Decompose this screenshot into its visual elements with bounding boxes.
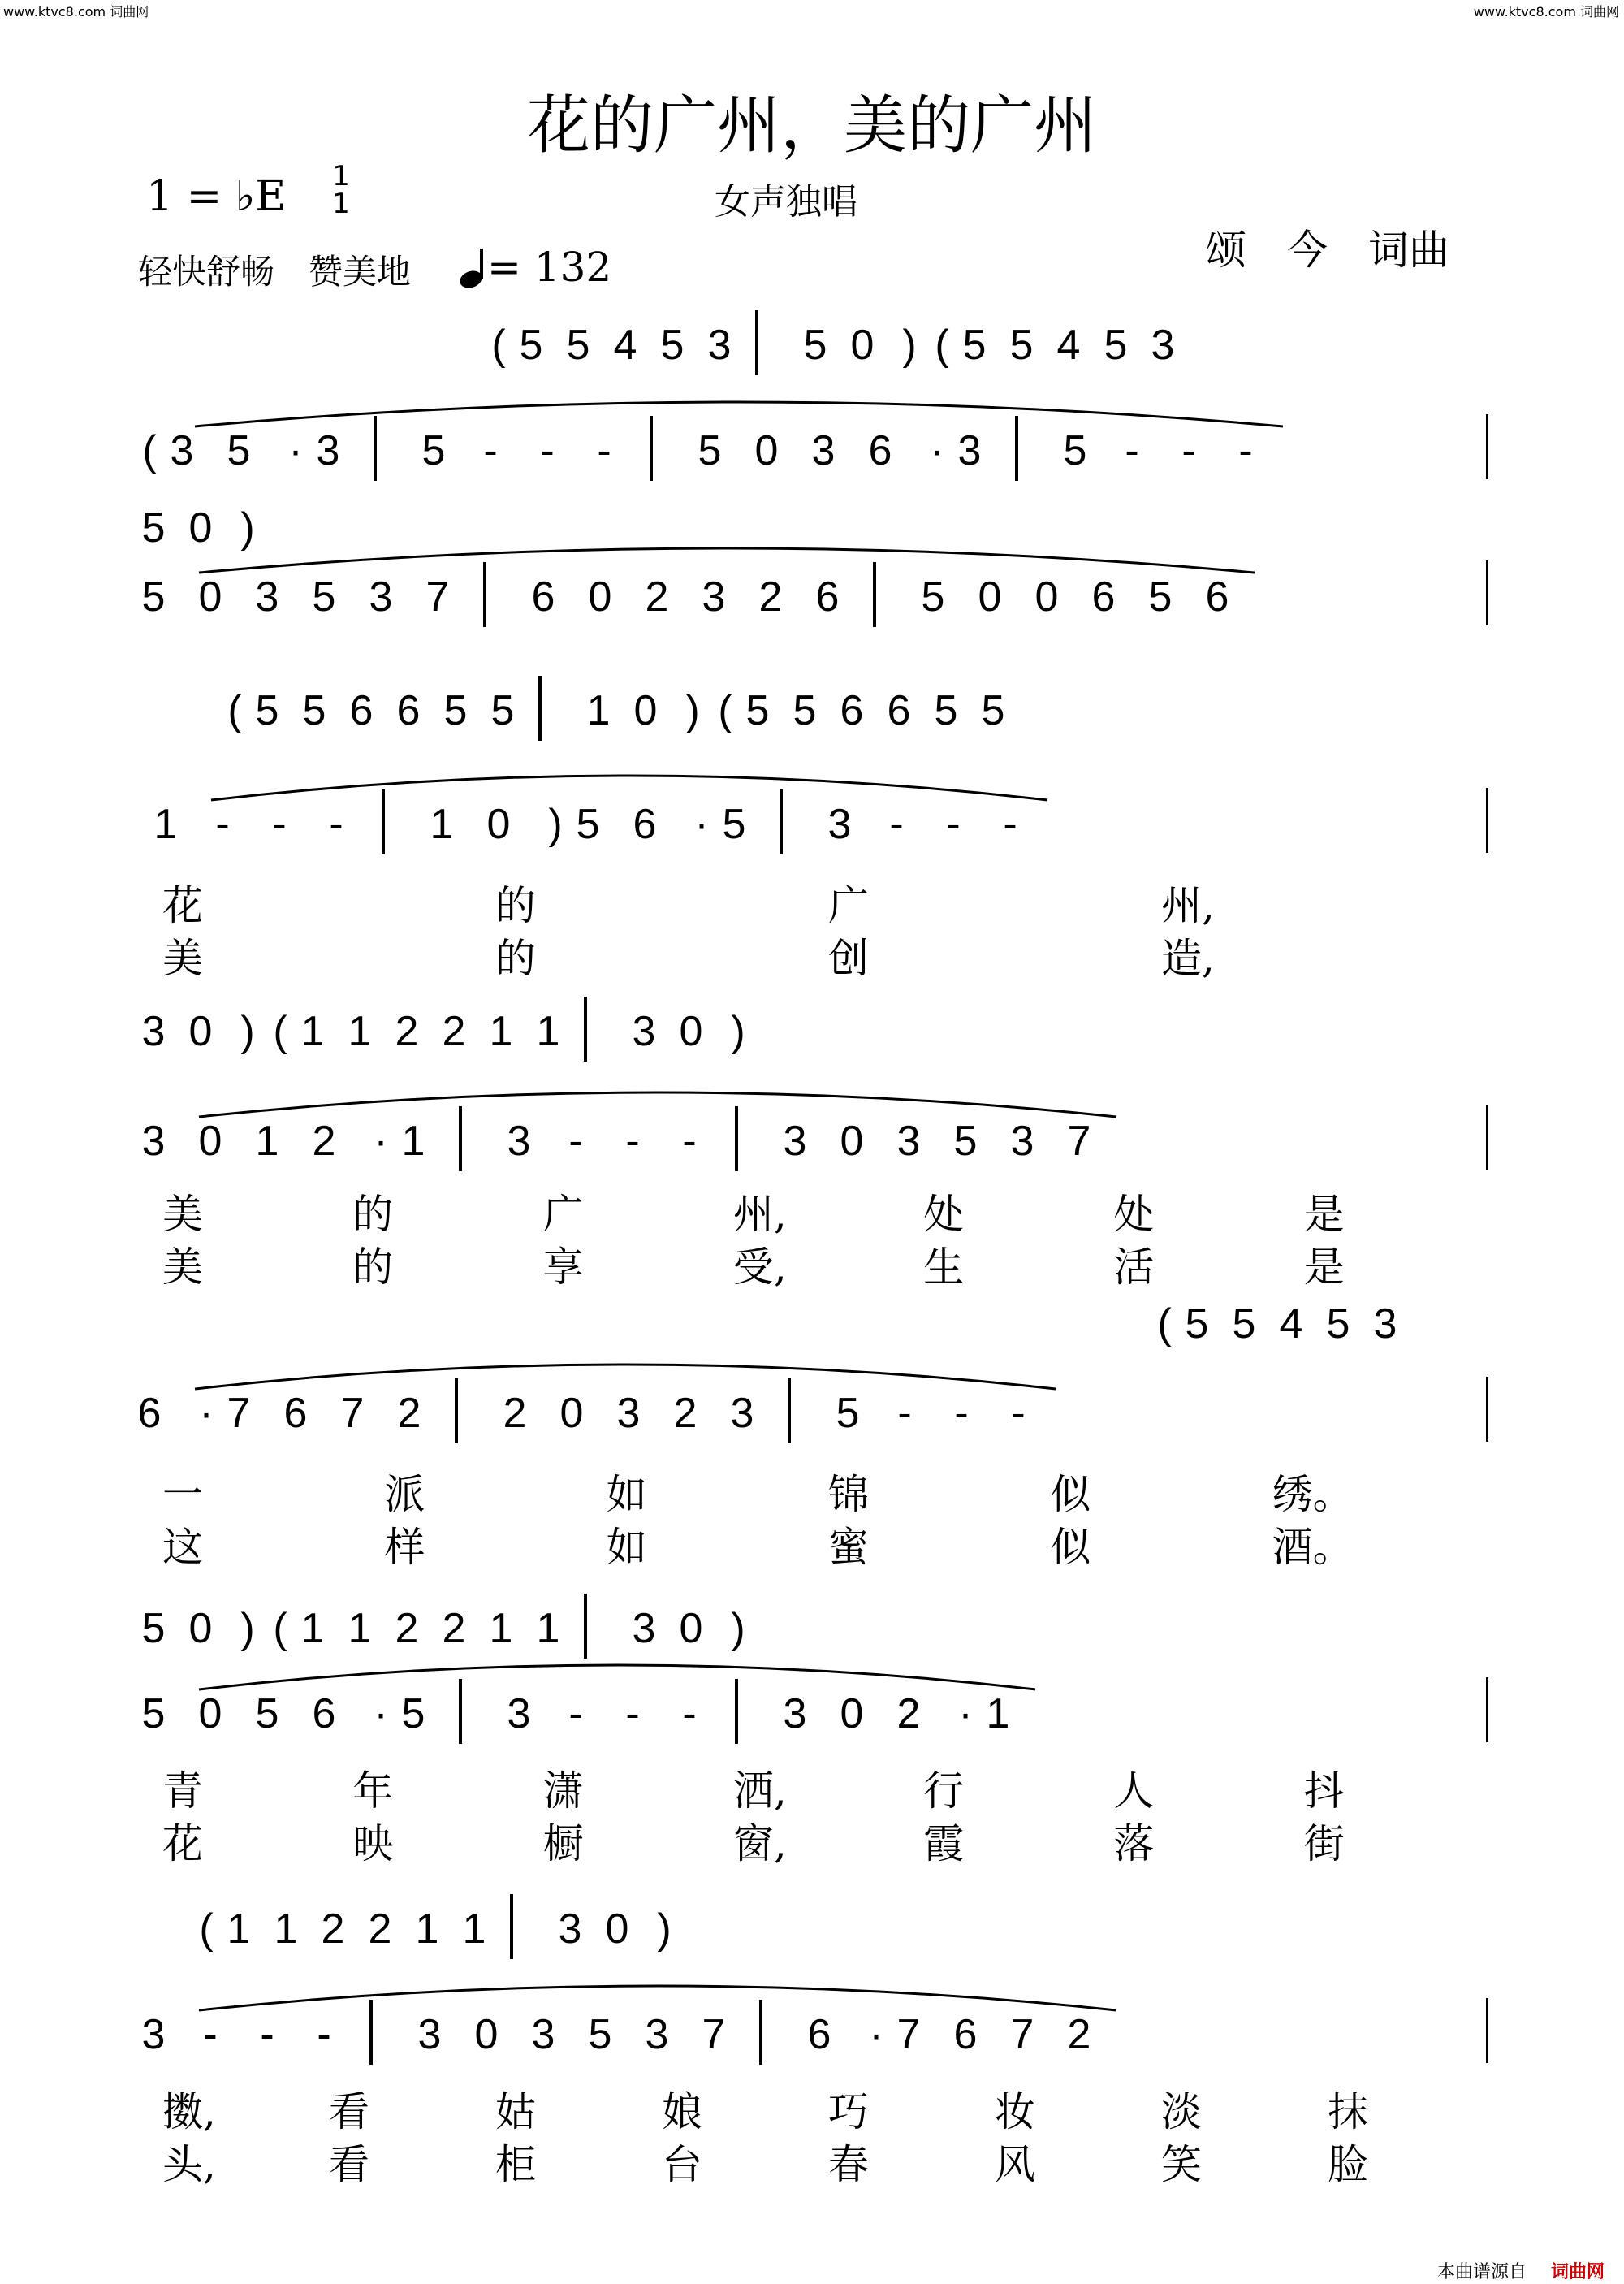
intro-note: 5 — [1326, 1300, 1350, 1347]
lyric-char: 如 — [606, 1524, 647, 1571]
key-signature: 1 = ♭E — [146, 172, 287, 221]
lyric-char: 活 — [1113, 1244, 1155, 1291]
melody-note: 3 — [369, 573, 393, 621]
melody-note: 1 — [153, 801, 178, 848]
melody-note: 3 — [811, 427, 836, 474]
melody-note: 6 — [283, 1390, 308, 1437]
lyric-char: 蜜 — [828, 1524, 869, 1571]
melody-note: - — [483, 427, 498, 474]
intro-note: 5 — [566, 322, 590, 369]
melody-barline — [459, 1679, 462, 1744]
intro-note: ) — [731, 1008, 745, 1055]
lyric-char: 美 — [162, 935, 203, 982]
melody-note: - — [1238, 427, 1253, 474]
intro-barline — [584, 997, 587, 1062]
intro-note: 3 — [558, 1905, 582, 1953]
intro-note: ) — [902, 322, 917, 369]
intro-barline — [755, 310, 758, 375]
lyric-char: 派 — [384, 1471, 425, 1518]
lyric-char: 似 — [1050, 1524, 1091, 1571]
melody-note: - — [954, 1390, 969, 1437]
intro-note: 1 — [415, 1905, 439, 1953]
intro-note: 0 — [605, 1905, 629, 1953]
melody-note: · — [199, 1390, 214, 1437]
intro-note: 1 — [348, 1605, 372, 1652]
lyric-char: 花 — [162, 882, 203, 929]
melody-note: 6 — [953, 2011, 978, 2058]
intro-note: 5 — [745, 687, 770, 734]
lyric-char: 姑 — [495, 2088, 536, 2135]
lyric-char: 锦 — [828, 1471, 869, 1518]
lyric-char: 橱 — [542, 1820, 584, 1867]
lyric-char: 生 — [923, 1244, 965, 1291]
lyric-char: 妆 — [995, 2088, 1035, 2135]
melody-note: 5 — [141, 573, 166, 621]
intro-note: 0 — [188, 1008, 213, 1055]
lyric-char: 酒。 — [1272, 1524, 1354, 1571]
intro-note: 0 — [188, 504, 213, 552]
intro-note: 6 — [396, 687, 421, 734]
melody-note: 0 — [198, 1690, 222, 1737]
lyric-char: 霞 — [923, 1820, 965, 1867]
melody-note: 6 — [633, 801, 657, 848]
watermark-left: www.ktvc8.com 词曲网 — [3, 4, 149, 19]
melody-note: - — [1181, 427, 1196, 474]
lyric-char: 绣。 — [1272, 1471, 1354, 1518]
intro-note: 5 — [302, 687, 326, 734]
melody-note: 0 — [840, 1118, 864, 1165]
lyric-char: 落 — [1113, 1820, 1155, 1867]
intro-note: 1 — [489, 1605, 513, 1652]
intro-note: 1 — [536, 1008, 560, 1055]
lyric-char: 年 — [352, 1767, 394, 1815]
lyric-char: 青 — [162, 1767, 203, 1815]
lyric-char: 看 — [329, 2088, 369, 2135]
lyric-char: 头, — [162, 2141, 216, 2188]
intro-note: 1 — [274, 1905, 298, 1953]
melody-note: 3 — [783, 1690, 807, 1737]
melody-note: 6 — [531, 573, 555, 621]
melody-note: · — [374, 1690, 388, 1737]
melody-note: 5 — [698, 427, 722, 474]
lyric-char: 娘 — [662, 2088, 702, 2135]
melody-note: ( — [142, 427, 157, 474]
melody-note: 7 — [340, 1390, 365, 1437]
melody-note: 2 — [896, 1690, 921, 1737]
intro-note: ( — [718, 687, 732, 734]
melody-note: 0 — [840, 1690, 864, 1737]
melody-barline — [374, 416, 377, 481]
melody-note: 2 — [673, 1390, 698, 1437]
melody-note: 3 — [702, 573, 726, 621]
melody-note: 5 — [576, 801, 600, 848]
intro-note: 2 — [442, 1008, 466, 1055]
melody-note: 3 — [827, 801, 852, 848]
melody-note: 5 — [836, 1390, 860, 1437]
melody-note: - — [260, 2011, 274, 2058]
voice-type: 女声独唱 — [715, 181, 857, 223]
melody-note: · — [694, 801, 709, 848]
melody-note: 1 — [401, 1118, 425, 1165]
melody-note: · — [288, 427, 303, 474]
melody-note: - — [317, 2011, 331, 2058]
melody-barline — [369, 2000, 373, 2065]
intro-note: ) — [731, 1605, 745, 1652]
melody-barline — [735, 1679, 738, 1744]
melody-note: 0 — [559, 1390, 584, 1437]
intro-note: ( — [199, 1905, 214, 1953]
melody-note: - — [272, 801, 287, 848]
melody-barline — [780, 789, 783, 854]
intro-note: 1 — [300, 1008, 325, 1055]
intro-note: 5 — [519, 322, 543, 369]
intro-barline — [510, 1894, 513, 1959]
staff-end-barline — [1486, 788, 1488, 853]
melody-barline — [788, 1378, 791, 1443]
melody-barline — [382, 789, 385, 854]
lyric-char: 潇 — [542, 1767, 584, 1815]
intro-note: 5 — [141, 1605, 166, 1652]
tempo-value: = 132 — [487, 244, 612, 291]
lyric-char: 受, — [732, 1244, 787, 1291]
melody-note: 3 — [896, 1118, 921, 1165]
intro-note: 3 — [632, 1605, 656, 1652]
lyric-char: 台 — [662, 2141, 702, 2188]
staff-end-barline — [1486, 1105, 1488, 1170]
lyric-char: 的 — [495, 935, 536, 982]
lyric-char: 人 — [1113, 1767, 1155, 1815]
intro-note: 6 — [840, 687, 864, 734]
melody-note: 5 — [1148, 573, 1173, 621]
lyric-char: 一 — [162, 1471, 203, 1518]
intro-note: ) — [657, 1905, 672, 1953]
intro-note: ) — [240, 504, 255, 552]
intro-note: 6 — [349, 687, 374, 734]
intro-note: 5 — [981, 687, 1005, 734]
intro-note: 2 — [442, 1605, 466, 1652]
intro-note: 1 — [489, 1008, 513, 1055]
intro-note: 4 — [1279, 1300, 1303, 1347]
intro-note: ) — [240, 1605, 255, 1652]
melody-note: 5 — [588, 2011, 612, 2058]
melody-note: 0 — [978, 573, 1002, 621]
lyric-char: 擞, — [162, 2088, 216, 2135]
melody-note: 0 — [474, 2011, 499, 2058]
melody-note: 2 — [1067, 2011, 1091, 2058]
intro-note: 5 — [934, 687, 958, 734]
staff-end-barline — [1486, 414, 1488, 479]
intro-note: 5 — [793, 687, 817, 734]
intro-note: 5 — [490, 687, 515, 734]
melody-note: 6 — [868, 427, 892, 474]
melody-note: - — [682, 1690, 697, 1737]
melody-note: 2 — [397, 1390, 421, 1437]
melody-note: - — [203, 2011, 218, 2058]
melody-note: 5 — [312, 573, 336, 621]
melody-note: 5 — [1063, 427, 1087, 474]
lyric-char: 映 — [352, 1820, 394, 1867]
melody-note: 3 — [531, 2011, 555, 2058]
lyric-char: 是 — [1303, 1244, 1345, 1291]
intro-note: 3 — [1373, 1300, 1397, 1347]
lyric-char: 笑 — [1161, 2141, 1202, 2188]
lyric-char: 样 — [384, 1524, 425, 1571]
melody-note: 6 — [815, 573, 840, 621]
melody-barline — [735, 1106, 738, 1171]
melody-note: 3 — [316, 427, 340, 474]
intro-note: 1 — [300, 1605, 325, 1652]
lyric-char: 柜 — [495, 2141, 536, 2188]
intro-note: 0 — [679, 1605, 703, 1652]
intro-note: 3 — [1151, 322, 1175, 369]
melody-note: - — [1003, 801, 1017, 848]
intro-note: 5 — [1009, 322, 1034, 369]
lyric-char: 这 — [162, 1524, 203, 1571]
lyric-char: 风 — [995, 2141, 1035, 2188]
melody-note: - — [682, 1118, 697, 1165]
intro-note: 1 — [348, 1008, 372, 1055]
lyric-char: 是 — [1303, 1191, 1345, 1238]
intro-note: 2 — [395, 1605, 419, 1652]
melody-barline — [873, 562, 876, 627]
melody-barline — [650, 416, 653, 481]
melody-note: 5 — [401, 1690, 425, 1737]
melody-note: 0 — [198, 1118, 222, 1165]
melody-note: · — [958, 1690, 973, 1737]
melody-barline — [759, 2000, 762, 2065]
intro-note: 6 — [887, 687, 911, 734]
melody-note: 0 — [198, 573, 222, 621]
intro-note: 5 — [803, 322, 827, 369]
melody-note: 6 — [137, 1390, 162, 1437]
melody-note: 5 — [255, 1690, 279, 1737]
intro-note: ( — [273, 1008, 287, 1055]
lyric-char: 创 — [828, 935, 869, 982]
lyric-char: 窗, — [732, 1820, 787, 1867]
intro-note: 3 — [141, 1008, 166, 1055]
melody-barline — [483, 562, 486, 627]
intro-note: ( — [935, 322, 949, 369]
melody-note: 1 — [986, 1690, 1010, 1737]
lyric-char: 花 — [162, 1820, 203, 1867]
melody-note: - — [625, 1118, 640, 1165]
melody-note: 6 — [1205, 573, 1229, 621]
melody-note: 2 — [645, 573, 669, 621]
intro-note: 2 — [321, 1905, 345, 1953]
lyric-char: 美 — [162, 1191, 203, 1238]
melody-note: 3 — [417, 2011, 442, 2058]
staff-end-barline — [1486, 1998, 1488, 2063]
staff-end-barline — [1486, 1377, 1488, 1442]
melody-note: - — [568, 1118, 583, 1165]
melody-note: 3 — [783, 1118, 807, 1165]
melody-note: - — [946, 801, 961, 848]
intro-note: 0 — [633, 687, 658, 734]
intro-note: 1 — [227, 1905, 251, 1953]
lyric-char: 的 — [352, 1244, 394, 1291]
intro-note: ( — [491, 322, 506, 369]
melody-note: 0 — [754, 427, 779, 474]
intro-note: 1 — [462, 1905, 486, 1953]
lyric-char: 脸 — [1328, 2141, 1368, 2188]
intro-note: ( — [1157, 1300, 1172, 1347]
intro-note: ( — [273, 1605, 287, 1652]
melody-note: - — [568, 1690, 583, 1737]
melody-note: - — [889, 801, 904, 848]
lyric-char: 广 — [828, 882, 869, 929]
lyric-char: 州, — [732, 1191, 787, 1238]
melody-note: 5 — [953, 1118, 978, 1165]
footer-site: 词曲网 — [1551, 2262, 1605, 2282]
lyric-char: 街 — [1303, 1820, 1345, 1867]
lyric-char: 如 — [606, 1471, 647, 1518]
melody-note: 3 — [170, 427, 194, 474]
melody-barline — [1015, 416, 1018, 481]
tempo-text: 轻快舒畅 赞美地 — [138, 252, 412, 292]
melody-note: 3 — [957, 427, 982, 474]
intro-note: 5 — [962, 322, 987, 369]
lyric-char: 抹 — [1328, 2088, 1368, 2135]
melody-barline — [459, 1106, 462, 1171]
intro-note: 0 — [679, 1008, 703, 1055]
lyric-char: 似 — [1050, 1471, 1091, 1518]
lyric-char: 造, — [1161, 935, 1215, 982]
melody-note: 0 — [486, 801, 511, 848]
melody-note: 3 — [255, 573, 279, 621]
melody-note: 3 — [141, 1118, 166, 1165]
staff-end-barline — [1486, 560, 1488, 625]
song-title: 花的广州，美的广州 — [526, 89, 1097, 162]
melody-note: 5 — [921, 573, 945, 621]
lyric-char: 春 — [828, 2141, 869, 2188]
melody-note: 3 — [616, 1390, 641, 1437]
intro-note: ) — [685, 687, 700, 734]
melody-note: 7 — [1010, 2011, 1034, 2058]
intro-note: 5 — [1232, 1300, 1256, 1347]
melody-note: - — [597, 427, 611, 474]
lyric-char: 看 — [329, 2141, 369, 2188]
melody-note: 5 — [227, 427, 251, 474]
melody-note: 6 — [1091, 573, 1116, 621]
lyric-char: 行 — [923, 1767, 965, 1815]
intro-note: 0 — [850, 322, 875, 369]
melody-note: - — [540, 427, 555, 474]
intro-barline — [584, 1594, 587, 1659]
melody-note: 7 — [227, 1390, 251, 1437]
lyric-char: 享 — [542, 1244, 584, 1291]
intro-note: 5 — [141, 504, 166, 552]
lyric-char: 美 — [162, 1244, 203, 1291]
melody-note: 7 — [896, 2011, 921, 2058]
lyric-char: 抖 — [1303, 1767, 1345, 1815]
intro-note: 5 — [1185, 1300, 1209, 1347]
melody-note: · — [869, 2011, 883, 2058]
melody-note: · — [374, 1118, 388, 1165]
intro-note: 2 — [395, 1008, 419, 1055]
melody-note: 0 — [588, 573, 612, 621]
melody-note: 3 — [141, 2011, 166, 2058]
melody-note: - — [1011, 1390, 1026, 1437]
melody-note: 3 — [1010, 1118, 1034, 1165]
intro-note: 1 — [536, 1605, 560, 1652]
lyric-char: 广 — [542, 1191, 584, 1238]
melody-note: 7 — [425, 573, 450, 621]
melody-note: 3 — [507, 1118, 531, 1165]
intro-note: ( — [227, 687, 242, 734]
melody-note: · — [930, 427, 944, 474]
intro-note: 5 — [443, 687, 468, 734]
lyric-char: 巧 — [828, 2088, 869, 2135]
melody-note: 1 — [255, 1118, 279, 1165]
staff-end-barline — [1486, 1677, 1488, 1742]
melody-note: 2 — [503, 1390, 527, 1437]
melody-note: 6 — [807, 2011, 831, 2058]
melody-note: 0 — [1034, 573, 1059, 621]
intro-note: ) — [240, 1008, 255, 1055]
lyric-char: 淡 — [1161, 2088, 1202, 2135]
melody-note: 3 — [507, 1690, 531, 1737]
intro-note: 4 — [613, 322, 637, 369]
footer-source: 本曲谱源自 — [1437, 2262, 1527, 2282]
intro-note: 1 — [586, 687, 611, 734]
melody-note: 7 — [1067, 1118, 1091, 1165]
melody-barline — [455, 1378, 458, 1443]
melody-note: 5 — [722, 801, 746, 848]
intro-note: 0 — [188, 1605, 213, 1652]
melody-note: 2 — [312, 1118, 336, 1165]
melody-note: - — [897, 1390, 912, 1437]
melody-note: - — [215, 801, 230, 848]
intro-note: 5 — [660, 322, 685, 369]
lyric-char: 州, — [1161, 882, 1215, 929]
intro-note: 5 — [255, 687, 279, 734]
melody-note: 6 — [312, 1690, 336, 1737]
melody-note: 1 — [430, 801, 454, 848]
intro-note: 3 — [707, 322, 732, 369]
credit: 颂 今 词曲 — [1206, 227, 1449, 274]
melody-note: 7 — [702, 2011, 726, 2058]
lyric-char: 的 — [352, 1191, 394, 1238]
melody-note: 5 — [141, 1690, 166, 1737]
lyric-char: 处 — [923, 1191, 965, 1238]
melody-note: 3 — [730, 1390, 754, 1437]
melody-note: 2 — [758, 573, 783, 621]
lyric-char: 洒, — [732, 1767, 787, 1815]
time-signature: 1 1 — [332, 160, 350, 220]
lyric-char: 处 — [1113, 1191, 1155, 1238]
melody-note: - — [1125, 427, 1139, 474]
intro-barline — [538, 676, 542, 741]
melody-note: 5 — [421, 427, 446, 474]
melody-note: ) — [548, 801, 563, 848]
lyric-char: 的 — [495, 882, 536, 929]
melody-note: - — [329, 801, 343, 848]
intro-note: 5 — [1104, 322, 1128, 369]
melody-note: 3 — [645, 2011, 669, 2058]
intro-note: 4 — [1056, 322, 1081, 369]
melody-note: - — [625, 1690, 640, 1737]
intro-note: 3 — [632, 1008, 656, 1055]
intro-note: 2 — [368, 1905, 392, 1953]
watermark-right: www.ktvc8.com 词曲网 — [1473, 4, 1619, 19]
